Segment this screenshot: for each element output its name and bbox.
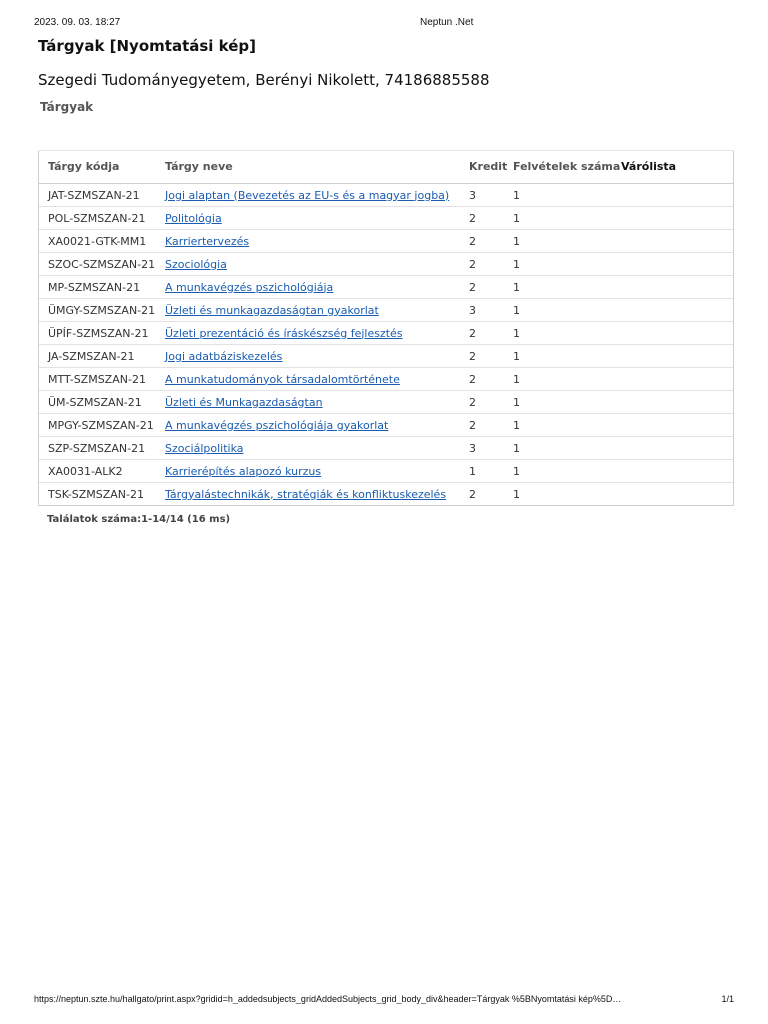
subject-link[interactable]: A munkatudományok társadalomtörténete bbox=[165, 372, 400, 386]
cell-felvetelek: 1 bbox=[507, 345, 619, 368]
cell-varolista bbox=[619, 437, 733, 460]
cell-felvetelek: 1 bbox=[507, 391, 619, 414]
subject-link[interactable]: A munkavégzés pszichológiája gyakorlat bbox=[165, 418, 389, 432]
table-row bbox=[39, 345, 733, 368]
cell-subject-name bbox=[163, 207, 469, 230]
table-row bbox=[39, 483, 733, 506]
subject-link[interactable]: Jogi alaptan (Bevezetés az EU-s és a magyar jogba) bbox=[165, 188, 450, 202]
subject-link[interactable]: Karrierépítés alapozó kurzus bbox=[165, 464, 322, 478]
cell-varolista bbox=[619, 368, 733, 391]
cell-varolista bbox=[619, 460, 733, 483]
subject-link[interactable]: Tárgyalástechnikák, stratégiák és konfliktuskezelés bbox=[165, 487, 447, 501]
cell-subject-code: ÜMGY-SZMSZAN-21 bbox=[39, 299, 163, 322]
cell-varolista bbox=[619, 230, 733, 253]
table-row bbox=[39, 253, 733, 276]
cell-felvetelek: 1 bbox=[507, 460, 619, 483]
cell-kredit: 1 bbox=[469, 460, 507, 483]
cell-subject-name bbox=[163, 299, 469, 322]
cell-varolista bbox=[619, 414, 733, 437]
table-row bbox=[39, 368, 733, 391]
column-header-felvetelek[interactable]: Felvételek száma bbox=[507, 150, 619, 184]
cell-kredit: 2 bbox=[469, 230, 507, 253]
cell-varolista bbox=[619, 253, 733, 276]
cell-subject-code: JAT-SZMSZAN-21 bbox=[39, 184, 163, 207]
cell-felvetelek: 1 bbox=[507, 368, 619, 391]
cell-kredit: 2 bbox=[469, 207, 507, 230]
cell-subject-name bbox=[163, 460, 469, 483]
subject-link[interactable]: Szociálpolitika bbox=[165, 441, 244, 455]
results-count: Találatok száma:1-14/14 (16 ms) bbox=[47, 514, 231, 525]
cell-subject-code: XA0021-GTK-MM1 bbox=[39, 230, 163, 253]
print-url: https://neptun.szte.hu/hallgato/print.aspx?gridid=h_addedsubjects_gridAddedSubjects_grid_body_div&header=Tárgyak %5BNyomtatási kép%5D… bbox=[34, 994, 622, 1004]
cell-subject-name bbox=[163, 322, 469, 345]
student-info: Szegedi Tudományegyetem, Berényi Nikolett, 74186885588 bbox=[38, 71, 490, 89]
cell-subject-code: MP-SZMSZAN-21 bbox=[39, 276, 163, 299]
cell-kredit: 3 bbox=[469, 299, 507, 322]
table-body bbox=[39, 184, 733, 506]
table-header-row bbox=[39, 150, 733, 184]
cell-kredit: 2 bbox=[469, 276, 507, 299]
cell-kredit: 2 bbox=[469, 487, 476, 501]
cell-subject-name bbox=[163, 391, 469, 414]
cell-subject-name bbox=[163, 276, 469, 299]
cell-varolista bbox=[619, 299, 733, 322]
cell-varolista bbox=[619, 207, 733, 230]
table-row bbox=[39, 299, 733, 322]
cell-felvetelek: 1 bbox=[507, 253, 619, 276]
subjects-table bbox=[39, 150, 733, 505]
cell-subject-name bbox=[163, 437, 469, 460]
table-row bbox=[39, 322, 733, 345]
subject-link[interactable]: Karriertervezés bbox=[165, 234, 250, 248]
cell-kredit: 2 bbox=[469, 345, 507, 368]
cell-subject-code: ÜM-SZMSZAN-21 bbox=[39, 391, 163, 414]
cell-kredit: 2 bbox=[469, 368, 507, 391]
table-row bbox=[39, 414, 733, 437]
cell-subject-code: POL-SZMSZAN-21 bbox=[39, 207, 163, 230]
cell-varolista bbox=[619, 184, 733, 207]
cell-varolista bbox=[619, 391, 733, 414]
cell-kredit: 2 bbox=[469, 391, 507, 414]
cell-subject-name bbox=[163, 184, 469, 207]
column-header-varolista[interactable]: Várólista bbox=[619, 150, 733, 184]
subject-link[interactable]: Üzleti és munkagazdaságtan gyakorlat bbox=[165, 303, 379, 317]
cell-subject-code: SZOC-SZMSZAN-21 bbox=[39, 253, 163, 276]
subject-link[interactable]: Politológia bbox=[165, 211, 222, 225]
column-header-kredit[interactable]: Kredit bbox=[469, 150, 507, 184]
subject-link[interactable]: Jogi adatbáziskezelés bbox=[165, 349, 283, 363]
cell-subject-code: MTT-SZMSZAN-21 bbox=[39, 368, 163, 391]
cell-felvetelek: 1 bbox=[507, 276, 619, 299]
cell-felvetelek: 1 bbox=[507, 414, 619, 437]
table-row bbox=[39, 276, 733, 299]
cell-felvetelek: 1 bbox=[507, 184, 619, 207]
cell-kredit: 3 bbox=[469, 437, 507, 460]
table-row bbox=[39, 184, 733, 207]
cell-subject-name bbox=[163, 414, 469, 437]
cell-varolista bbox=[619, 322, 733, 345]
cell-subject-name bbox=[163, 483, 469, 506]
cell-subject-code: SZP-SZMSZAN-21 bbox=[39, 437, 163, 460]
cell-varolista bbox=[619, 345, 733, 368]
cell-subject-code: JA-SZMSZAN-21 bbox=[39, 345, 163, 368]
table-row bbox=[39, 230, 733, 253]
cell-kredit: 2 bbox=[469, 253, 507, 276]
print-header bbox=[34, 17, 734, 31]
subjects-grid bbox=[38, 150, 734, 506]
subject-link[interactable]: Üzleti és Munkagazdaságtan bbox=[165, 395, 323, 409]
page-title: Tárgyak [Nyomtatási kép] bbox=[38, 37, 256, 55]
cell-felvetelek: 1 bbox=[507, 437, 619, 460]
subject-link[interactable]: Szociológia bbox=[165, 257, 227, 271]
cell-subject-code: XA0031-ALK2 bbox=[39, 460, 163, 483]
column-header-code[interactable]: Tárgy kódja bbox=[39, 150, 163, 184]
cell-kredit: 2 bbox=[469, 414, 507, 437]
cell-kredit: 2 bbox=[469, 322, 507, 345]
table-row bbox=[39, 391, 733, 414]
cell-subject-name bbox=[163, 345, 469, 368]
cell-subject-code: MPGY-SZMSZAN-21 bbox=[39, 414, 163, 437]
cell-varolista bbox=[619, 276, 733, 299]
print-site-name: Neptun .Net bbox=[420, 17, 474, 28]
cell-varolista bbox=[619, 483, 733, 506]
cell-felvetelek: 1 bbox=[507, 322, 619, 345]
cell-subject-code: ÜPÍF-SZMSZAN-21 bbox=[39, 322, 163, 345]
cell-felvetelek: 1 bbox=[513, 487, 520, 501]
cell-felvetelek: 1 bbox=[507, 207, 619, 230]
column-header-name[interactable]: Tárgy neve bbox=[163, 150, 469, 184]
cell-kredit: 3 bbox=[469, 184, 507, 207]
page-number: 1/1 bbox=[721, 994, 734, 1004]
cell-subject-name bbox=[163, 368, 469, 391]
table-row bbox=[39, 437, 733, 460]
section-title: Tárgyak bbox=[40, 100, 94, 114]
table-row bbox=[39, 207, 733, 230]
print-datetime: 2023. 09. 03. 18:27 bbox=[34, 17, 121, 28]
cell-subject-code: TSK-SZMSZAN-21 bbox=[48, 487, 144, 501]
subject-link[interactable]: Üzleti prezentáció és íráskészség fejlesztés bbox=[165, 326, 403, 340]
table-row bbox=[39, 460, 733, 483]
cell-felvetelek: 1 bbox=[507, 230, 619, 253]
cell-subject-name bbox=[163, 253, 469, 276]
print-footer bbox=[34, 994, 734, 1008]
cell-felvetelek: 1 bbox=[507, 299, 619, 322]
subject-link[interactable]: A munkavégzés pszichológiája bbox=[165, 280, 334, 294]
cell-subject-name bbox=[163, 230, 469, 253]
